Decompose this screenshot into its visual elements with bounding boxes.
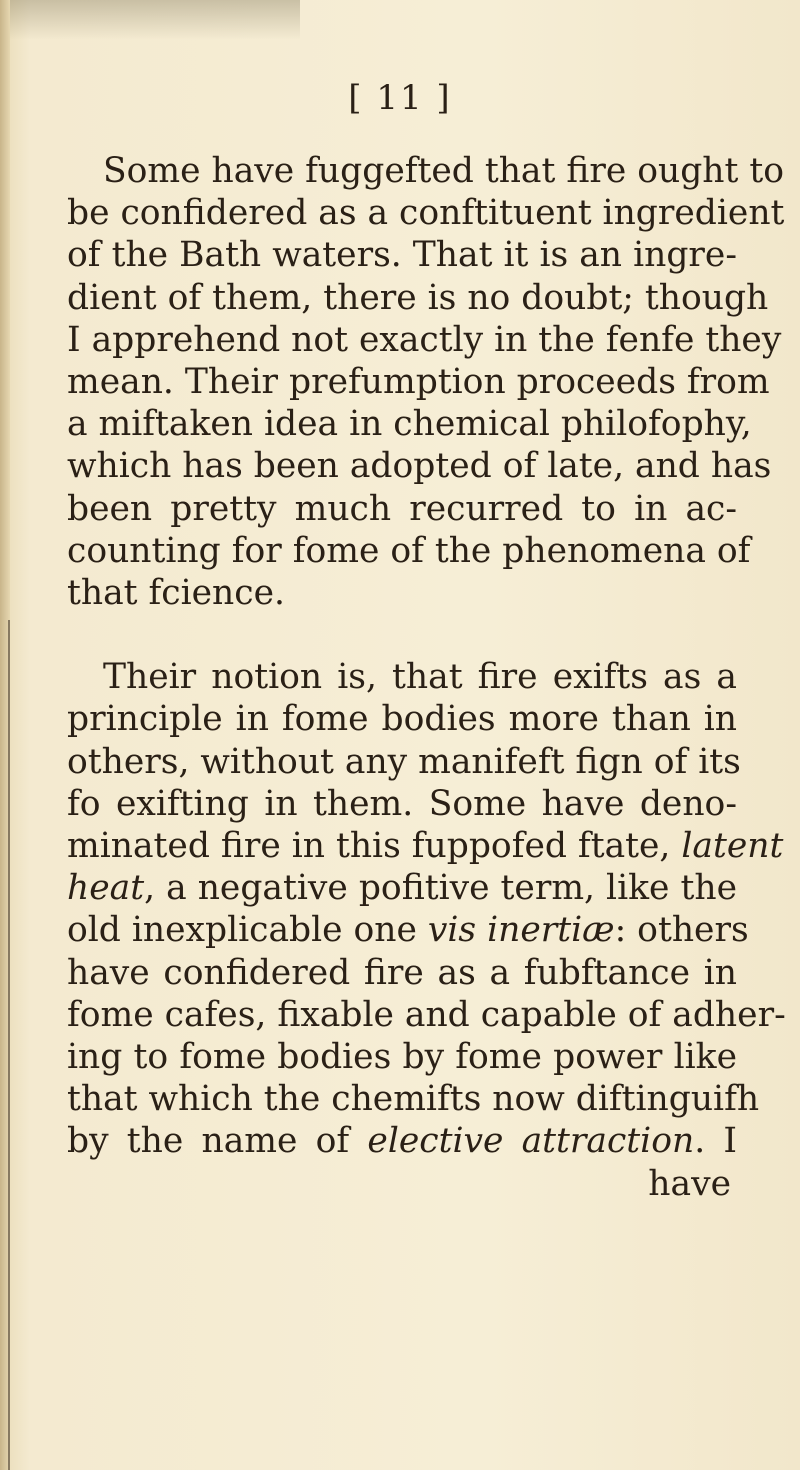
italic-term: elective attraction bbox=[367, 1121, 695, 1162]
text-line: have confidered fire as a fubftance in bbox=[67, 952, 737, 993]
text-line: be confidered as a conftituent ingredient bbox=[67, 193, 785, 234]
text-line: principle in fome bodies more than in bbox=[67, 699, 737, 740]
text-segment: old inexplicable one bbox=[67, 910, 417, 951]
text-segment: by the name of bbox=[67, 1121, 350, 1162]
text-line: that which the chemifts now diftinguifh bbox=[67, 1079, 760, 1120]
paragraph-gap bbox=[67, 614, 737, 656]
text-line: Their notion is, that fire exifts as a bbox=[103, 657, 737, 698]
paragraph-2 bbox=[67, 656, 786, 1205]
text-line: a miftaken idea in chemical philofophy, bbox=[67, 404, 752, 445]
text-line: fome cafes, fixable and capable of adher- bbox=[67, 994, 786, 1035]
text-segment: , a negative pofitive term, like the bbox=[144, 868, 737, 909]
text-line: been pretty much recurred to in ac- bbox=[67, 488, 737, 529]
text-line: mean. Their prefumption proceeds from bbox=[67, 362, 770, 403]
text-line bbox=[67, 867, 737, 909]
text-segment: : others bbox=[614, 910, 749, 951]
page-number-header: [ 11 ] bbox=[348, 78, 452, 118]
text-line: which has been adopted of late, and has bbox=[67, 446, 772, 487]
text-line bbox=[67, 825, 784, 867]
text-line: fo exifting in them. Some have deno- bbox=[67, 783, 737, 824]
text-line: others, without any manifeft fign of its bbox=[67, 741, 741, 782]
text-segment: . I bbox=[694, 1121, 737, 1162]
text-line bbox=[67, 1120, 737, 1162]
text-segment: minated fire in this fuppofed ftate, bbox=[67, 826, 671, 867]
text-line: Some have fuggefted that fire ought to bbox=[103, 151, 784, 191]
catchword: have bbox=[648, 1163, 731, 1204]
text-line: counting for fome of the phenomena of bbox=[67, 530, 751, 571]
italic-term: latent bbox=[681, 826, 784, 867]
text-line: that fcience. bbox=[67, 573, 285, 614]
page-corner-shadow bbox=[0, 0, 300, 40]
text-line: dient of them, there is no doubt; though bbox=[67, 277, 769, 318]
binding-edge bbox=[8, 620, 10, 1470]
text-line bbox=[67, 909, 749, 951]
body-text bbox=[67, 150, 786, 1205]
text-line: I apprehend not exactly in the fenfe they bbox=[67, 319, 782, 360]
paragraph-1 bbox=[67, 150, 785, 614]
italic-term: heat bbox=[67, 868, 145, 909]
italic-term: vis inertiæ bbox=[427, 910, 615, 951]
text-line: ing to fome bodies by fome power like bbox=[67, 1037, 737, 1078]
text-line: of the Bath waters. That it is an ingre- bbox=[67, 235, 737, 276]
